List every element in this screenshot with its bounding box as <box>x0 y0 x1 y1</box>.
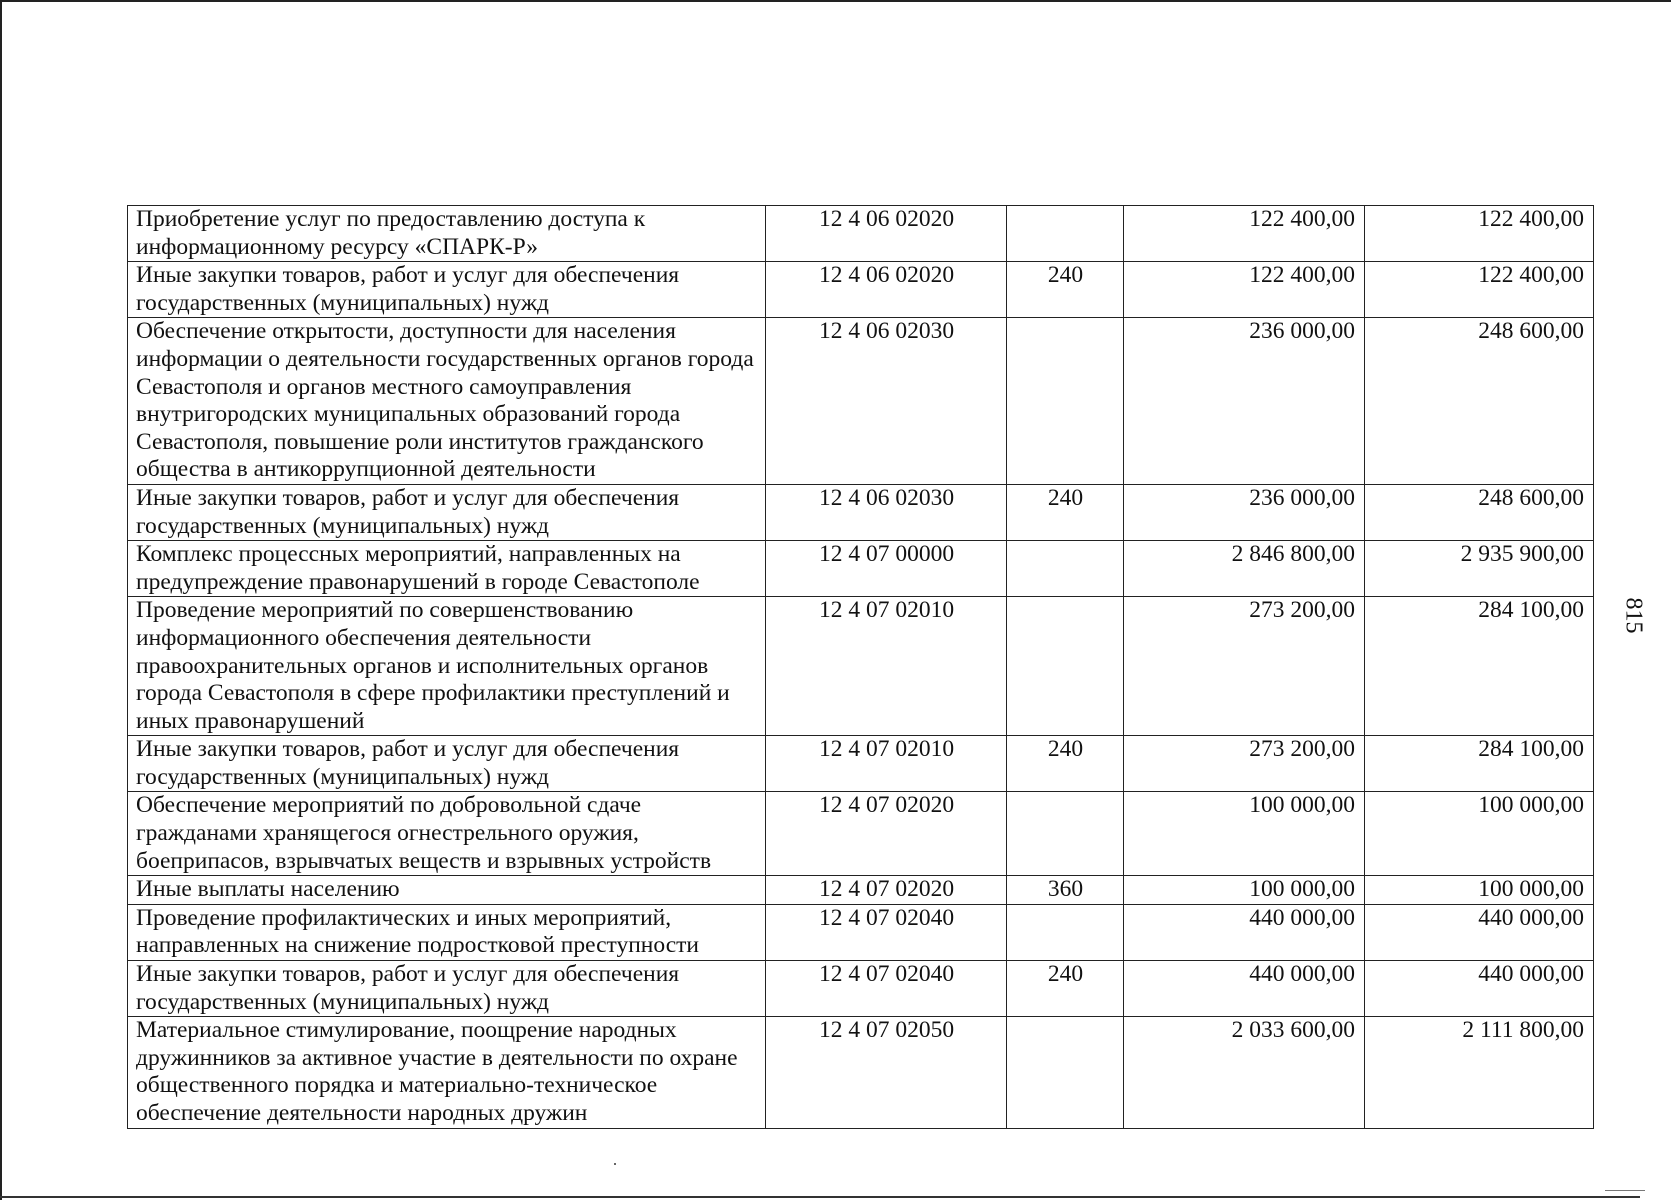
row-amount-year2-cell: 2 935 900,00 <box>1365 541 1594 597</box>
row-amount-year1-cell: 122 400,00 <box>1124 206 1365 262</box>
row-amount-year2-cell: 100 000,00 <box>1365 876 1594 905</box>
table-row <box>128 961 1594 1017</box>
row-name-cell: Обеспечение мероприятий по добровольной сдаче гражданами хранящегося огнестрельного оружия, боеприпасов, взрывчатых веществ и взрывных устройств <box>128 792 766 876</box>
row-code-cell: 12 4 07 02020 <box>766 792 1007 876</box>
row-code-cell: 12 4 07 02010 <box>766 736 1007 792</box>
row-expense-type-cell: 240 <box>1007 484 1124 540</box>
row-expense-type-cell: 240 <box>1007 736 1124 792</box>
row-amount-year1-cell: 2 846 800,00 <box>1124 541 1365 597</box>
row-code-cell: 12 4 07 00000 <box>766 541 1007 597</box>
row-code-cell: 12 4 07 02040 <box>766 961 1007 1017</box>
row-amount-year1-cell: 236 000,00 <box>1124 484 1365 540</box>
row-expense-type-cell <box>1007 318 1124 485</box>
row-amount-year2-cell: 248 600,00 <box>1365 484 1594 540</box>
table-row <box>128 904 1594 960</box>
page-number: 815 <box>1620 597 1647 634</box>
row-amount-year2-cell: 100 000,00 <box>1365 792 1594 876</box>
table-row <box>128 541 1594 597</box>
row-name-cell: Обеспечение открытости, доступности для населения информации о деятельности государственных органов города Севастополя и органов местного самоуправления внутригородских муниципальных образований города Севастополя, повышение роли институтов гражданского общества в антикоррупционной деятельности <box>128 318 766 485</box>
row-expense-type-cell: 360 <box>1007 876 1124 905</box>
row-expense-type-cell <box>1007 792 1124 876</box>
row-name-cell: Материальное стимулирование, поощрение народных дружинников за активное участие в деятельности по охране общественного порядка и материально-техническое обеспечение деятельности народных дружин <box>128 1017 766 1128</box>
table-row <box>128 736 1594 792</box>
row-code-cell: 12 4 06 02030 <box>766 484 1007 540</box>
row-amount-year2-cell: 2 111 800,00 <box>1365 1017 1594 1128</box>
row-code-cell: 12 4 07 02050 <box>766 1017 1007 1128</box>
row-code-cell: 12 4 07 02020 <box>766 876 1007 905</box>
row-expense-type-cell <box>1007 541 1124 597</box>
row-amount-year2-cell: 122 400,00 <box>1365 206 1594 262</box>
row-amount-year1-cell: 236 000,00 <box>1124 318 1365 485</box>
row-amount-year1-cell: 273 200,00 <box>1124 597 1365 736</box>
row-name-cell: Иные закупки товаров, работ и услуг для обеспечения государственных (муниципальных) нужд <box>128 736 766 792</box>
row-amount-year2-cell: 440 000,00 <box>1365 961 1594 1017</box>
row-amount-year1-cell: 440 000,00 <box>1124 961 1365 1017</box>
row-name-cell: Проведение профилактических и иных мероприятий, направленных на снижение подростковой преступности <box>128 904 766 960</box>
row-code-cell: 12 4 07 02010 <box>766 597 1007 736</box>
table-row <box>128 792 1594 876</box>
row-code-cell: 12 4 06 02020 <box>766 262 1007 318</box>
row-code-cell: 12 4 06 02020 <box>766 206 1007 262</box>
row-expense-type-cell <box>1007 1017 1124 1128</box>
row-name-cell: Иные закупки товаров, работ и услуг для обеспечения государственных (муниципальных) нужд <box>128 262 766 318</box>
row-amount-year2-cell: 440 000,00 <box>1365 904 1594 960</box>
row-amount-year1-cell: 122 400,00 <box>1124 262 1365 318</box>
row-amount-year1-cell: 440 000,00 <box>1124 904 1365 960</box>
row-amount-year1-cell: 2 033 600,00 <box>1124 1017 1365 1128</box>
row-code-cell: 12 4 06 02030 <box>766 318 1007 485</box>
row-amount-year2-cell: 248 600,00 <box>1365 318 1594 485</box>
table-row <box>128 206 1594 262</box>
table-row <box>128 262 1594 318</box>
row-amount-year1-cell: 100 000,00 <box>1124 876 1365 905</box>
row-amount-year2-cell: 122 400,00 <box>1365 262 1594 318</box>
row-expense-type-cell <box>1007 597 1124 736</box>
table-row <box>128 484 1594 540</box>
page-bottom-edge <box>0 1196 1640 1198</box>
row-expense-type-cell: 240 <box>1007 262 1124 318</box>
row-amount-year1-cell: 273 200,00 <box>1124 736 1365 792</box>
row-expense-type-cell <box>1007 206 1124 262</box>
budget-table-body <box>128 206 1594 1129</box>
row-name-cell: Проведение мероприятий по совершенствованию информационного обеспечения деятельности правоохранительных органов и исполнительных органов города Севастополя в сфере профилактики преступлений и иных правонарушений <box>128 597 766 736</box>
row-name-cell: Иные закупки товаров, работ и услуг для обеспечения государственных (муниципальных) нужд <box>128 961 766 1017</box>
scan-speck <box>614 1163 616 1165</box>
budget-table <box>127 205 1594 1129</box>
row-name-cell: Приобретение услуг по предоставлению доступа к информационному ресурсу «СПАРК-Р» <box>128 206 766 262</box>
row-amount-year2-cell: 284 100,00 <box>1365 597 1594 736</box>
row-amount-year2-cell: 284 100,00 <box>1365 736 1594 792</box>
table-row <box>128 318 1594 485</box>
row-name-cell: Иные закупки товаров, работ и услуг для обеспечения государственных (муниципальных) нужд <box>128 484 766 540</box>
table-row <box>128 876 1594 905</box>
row-amount-year1-cell: 100 000,00 <box>1124 792 1365 876</box>
row-name-cell: Иные выплаты населению <box>128 876 766 905</box>
row-name-cell: Комплекс процессных мероприятий, направленных на предупреждение правонарушений в городе Севастополе <box>128 541 766 597</box>
row-expense-type-cell <box>1007 904 1124 960</box>
row-expense-type-cell: 240 <box>1007 961 1124 1017</box>
table-row <box>128 597 1594 736</box>
row-code-cell: 12 4 07 02040 <box>766 904 1007 960</box>
page-bottom-edge-fragment <box>1605 1190 1645 1191</box>
table-row <box>128 1017 1594 1128</box>
